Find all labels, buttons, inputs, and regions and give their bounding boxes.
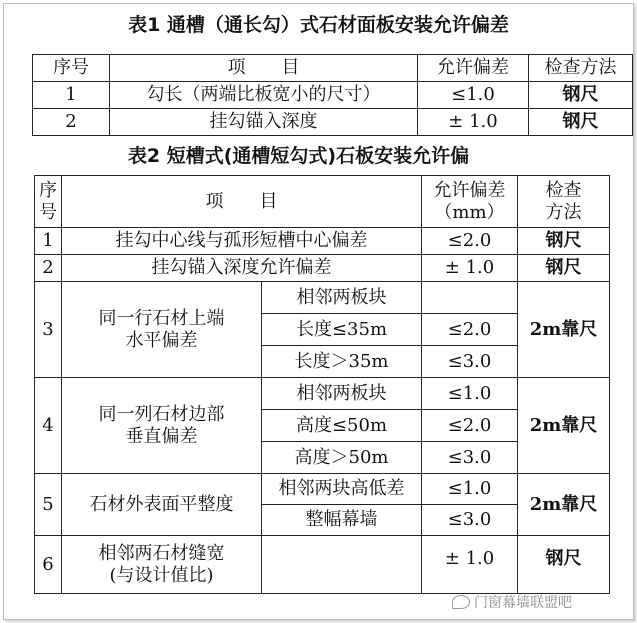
row-tolerance: ≤2.0 (422, 314, 518, 346)
row-subitem: 长度≤35m (262, 314, 422, 346)
watermark (452, 592, 572, 612)
row-item: 同一行石材上端水平偏差 (62, 282, 262, 378)
table-row (35, 536, 610, 594)
header-tolerance (422, 176, 518, 228)
row-no: 1 (33, 82, 110, 109)
row-method: 钢尺 (529, 82, 633, 109)
row-method: 钢尺 (529, 109, 633, 136)
row-item: 同一列石材边部垂直偏差 (62, 378, 262, 474)
watermark-text: 门窗幕墙联盟吧 (474, 595, 572, 611)
row-item-line2: (与设计值比) (109, 564, 214, 586)
row-item (62, 536, 262, 594)
table-row (35, 474, 610, 505)
table-row (35, 282, 610, 314)
table-row (35, 255, 610, 282)
row-tolerance: ± 1.0 (422, 536, 518, 594)
row-method: 2m靠尺 (518, 474, 610, 536)
row-no: 6 (35, 536, 62, 594)
row-method: 钢尺 (518, 255, 610, 282)
row-tolerance: ± 1.0 (418, 109, 529, 136)
table-row (33, 109, 633, 136)
row-no: 2 (35, 255, 62, 282)
header-item: 项 目 (62, 176, 422, 228)
header-tolerance-line1: 允许偏差 (433, 179, 506, 201)
row-tolerance: ± 1.0 (422, 255, 518, 282)
header-no: 序号 (35, 176, 62, 228)
table1 (32, 54, 633, 136)
row-item: 石材外表面平整度 (62, 474, 262, 536)
row-method: 2m靠尺 (518, 378, 610, 474)
row-subitem: 长度＞35m (262, 346, 422, 378)
row-item: 挂勾锚入深度 (110, 109, 418, 136)
row-item: 挂勾中心线与孤形短槽中心偏差 (62, 228, 422, 255)
table2 (34, 175, 610, 594)
row-subitem: 相邻两块高低差 (262, 474, 422, 505)
row-subitem: 整幅幕墙 (262, 505, 422, 536)
table1-title: 表1 通槽（通长勾）式石材面板安装允许偏差 (128, 14, 509, 36)
row-no: 5 (35, 474, 62, 536)
table-row (33, 82, 633, 109)
row-no: 3 (35, 282, 62, 378)
row-method: 钢尺 (518, 536, 610, 594)
row-tolerance: ≤3.0 (422, 442, 518, 474)
row-item: 挂勾锚入深度允许偏差 (62, 255, 422, 282)
table-row (35, 228, 610, 255)
header-tolerance-unit: （mm） (434, 201, 505, 223)
row-method: 钢尺 (518, 228, 610, 255)
row-tolerance: ≤2.0 (422, 228, 518, 255)
row-no: 4 (35, 378, 62, 474)
table1-header-row (33, 55, 633, 82)
chat-bubble-icon (452, 595, 470, 609)
row-tolerance: ≤1.0 (422, 474, 518, 505)
table-row (35, 378, 610, 410)
header-method: 检查方法 (518, 176, 610, 228)
row-tolerance (422, 282, 518, 314)
row-subitem: 相邻两板块 (262, 282, 422, 314)
row-tolerance: ≤1.0 (422, 378, 518, 410)
row-tolerance: ≤3.0 (422, 505, 518, 536)
row-subitem: 高度＞50m (262, 442, 422, 474)
table2-header-row (35, 176, 610, 228)
header-item: 项 目 (110, 55, 418, 82)
row-no: 2 (33, 109, 110, 136)
row-item-line1: 相邻两石材缝宽 (98, 542, 225, 564)
row-no: 1 (35, 228, 62, 255)
row-item: 勾长（两端比板宽小的尺寸） (110, 82, 418, 109)
header-no: 序号 (33, 55, 110, 82)
row-subitem-empty (262, 536, 422, 594)
row-tolerance: ≤1.0 (418, 82, 529, 109)
header-tolerance: 允许偏差 (418, 55, 529, 82)
row-subitem: 高度≤50m (262, 410, 422, 442)
row-subitem: 相邻两板块 (262, 378, 422, 410)
row-tolerance: ≤3.0 (422, 346, 518, 378)
table2-title: 表2 短槽式(通槽短勾式)石板安装允许偏 (127, 145, 470, 167)
header-method: 检查方法 (529, 55, 633, 82)
row-tolerance: ≤2.0 (422, 410, 518, 442)
row-method: 2m靠尺 (518, 282, 610, 378)
